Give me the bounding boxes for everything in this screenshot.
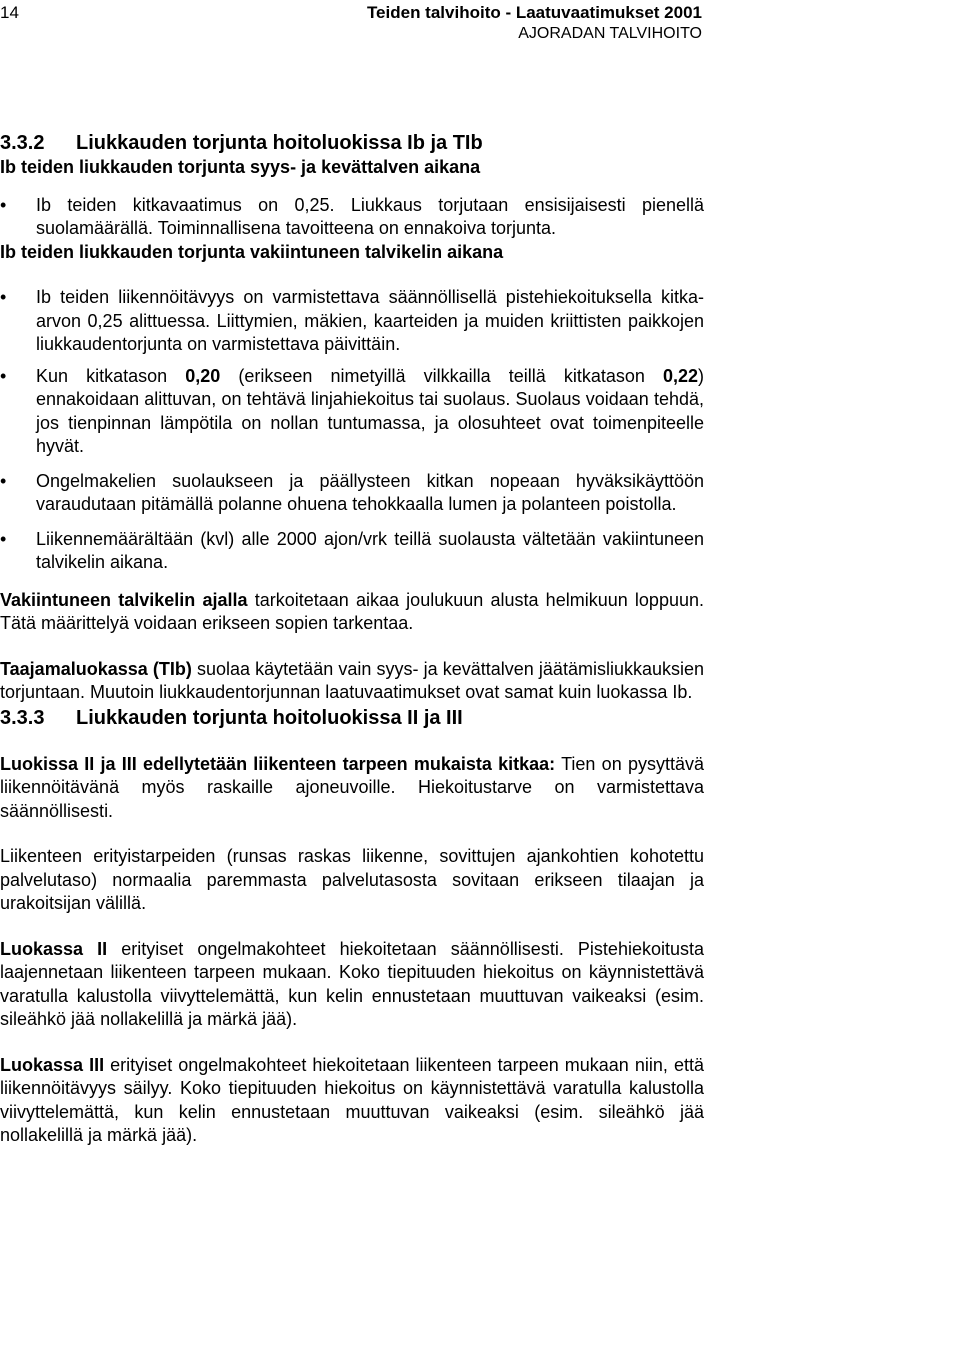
page-content <box>0 130 704 1148</box>
text-run: tarkoitetaan aikaa joulukuun alusta helmikuun loppuun. Tätä määrittelyä voidaan erikseen sopien tarkentaa. <box>0 589 704 633</box>
paragraph <box>0 938 704 1032</box>
text-run: erityiset ongelmakohteet hiekoitetaan liikenteen tarpeen mukaan niin, että liikennöitävyys säilyy. Koko tiepituuden hiekoitus on käynnistettävä varatulla kalustolla viivyttelemättä, kun kelin ennustetaan muuttuvan vaikeaksi (esim. sileähkö jää nollakelillä ja märkä jää). <box>0 1054 704 1145</box>
subheading-stable-winter: Ib teiden liukkauden torjunta vakiintuneen talvikelin aikana <box>0 241 504 262</box>
list-item: • Ib teiden kitkavaatimus on 0,25. Liukkaus torjutaan ensisijaisesti pienellä suolamäärällä. Toiminnallisena tavoitteena on ennakoiva torjunta. <box>0 194 704 241</box>
list-item <box>0 365 704 459</box>
list-item: • Liikennemäärältään (kvl) alle 2000 ajon/vrk teillä suolausta vältetään vakiintuneen talvikelin aikana. <box>0 528 704 575</box>
bold-term: Luokissa II ja III edellytetään liikenteen tarpeen mukaista kitkaa: <box>0 753 556 774</box>
text-run: erityiset ongelmakohteet hiekoitetaan säännöllisesti. Pistehiekoitusta laajennetaan liikenteen tarpeen mukaan. Koko tiepituuden hiekoitus on käynnistettävä varatulla kalustolla viivyttelemättä, kun kelin ennustetaan muuttuvan vaikeaksi (esim. sileähkö jää nollakelillä ja märkä jää). <box>0 938 704 1029</box>
document-subtitle: AJORADAN TALVIHOITO <box>518 25 702 42</box>
section-number: 3.3.2 <box>0 132 45 154</box>
bold-term: Luokassa II <box>0 938 108 959</box>
bullet-list-stable-winter <box>0 286 704 575</box>
section-title: Liukkauden torjunta hoitoluokissa Ib ja TIb <box>76 132 483 154</box>
paragraph <box>0 1054 704 1148</box>
bold-term: Taajamaluokassa (TIb) <box>0 658 192 679</box>
bold-term: Vakiintuneen talvikelin ajalla <box>0 589 248 610</box>
paragraph <box>0 753 704 824</box>
text-run: (erikseen nimetyillä vilkkailla teillä kitkatason <box>220 365 663 386</box>
list-item: • Ongelmakelien suolaukseen ja päällysteen kitkan nopeaan hyväksikäyttöön varaudutaan pitämällä polanne ohuena tehokkaalla lumen ja polanteen poistolla. <box>0 470 704 517</box>
paragraph: Liikenteen erityistarpeiden (runsas raskas liikenne, sovittujen ajankohtien kohotettu palvelutaso) normaalia paremmasta palvelutasosta sovitaan erikseen tilaajan ja urakoitsijan välillä. <box>0 846 704 913</box>
section-number: 3.3.3 <box>0 706 45 729</box>
subheading-autumn-spring: Ib teiden liukkauden torjunta syys- ja kevättalven aikana <box>0 157 481 177</box>
bold-term: Luokassa III <box>0 1054 105 1075</box>
text-run: ) ennakoidaan alittuvan, on tehtävä linjahiekoitus tai suolaus. Suolaus voidaan tehdä, jos tienpinnan lämpötila on nollan tuntumassa, ja olosuhteet ovat toimenpiteelle hyvät. <box>36 365 704 456</box>
bullet-list-autumn-spring <box>0 194 704 241</box>
bold-value: 0,22 <box>662 365 698 386</box>
text-run: Kun kitkatason <box>36 365 186 386</box>
text-run: Tien on pysyttävä liikennöitävänä myös raskaille ajoneuvoille. Hiekoitustarve on varmistettava säännöllisesti. <box>0 753 704 821</box>
page-number: 14 <box>0 3 19 22</box>
paragraph <box>0 589 704 636</box>
section-title: Liukkauden torjunta hoitoluokissa II ja III <box>76 706 463 729</box>
section-heading-3-3-2 <box>0 130 704 156</box>
section-heading-3-3-3 <box>0 705 704 731</box>
bold-value: 0,20 <box>185 365 221 386</box>
document-title: Teiden talvihoito - Laatuvaatimukset 2001 <box>366 3 702 22</box>
paragraph <box>0 658 704 705</box>
list-item: • Ib teiden liikennöitävyys on varmistettava säännöllisellä pistehiekoituksella kitka-arvon 0,25 alittuessa. Liittymien, mäkien, kaarteiden ja muiden kriittisten paikkojen liukkaudentorjunta on varmistettava päivittäin. <box>0 286 704 357</box>
text-run: suolaa käytetään vain syys- ja kevättalven jäätämisliukkauksien torjuntaan. Muutoin liukkaudentorjunnan laatuvaatimukset ovat samat kuin luokassa Ib. <box>0 658 704 702</box>
